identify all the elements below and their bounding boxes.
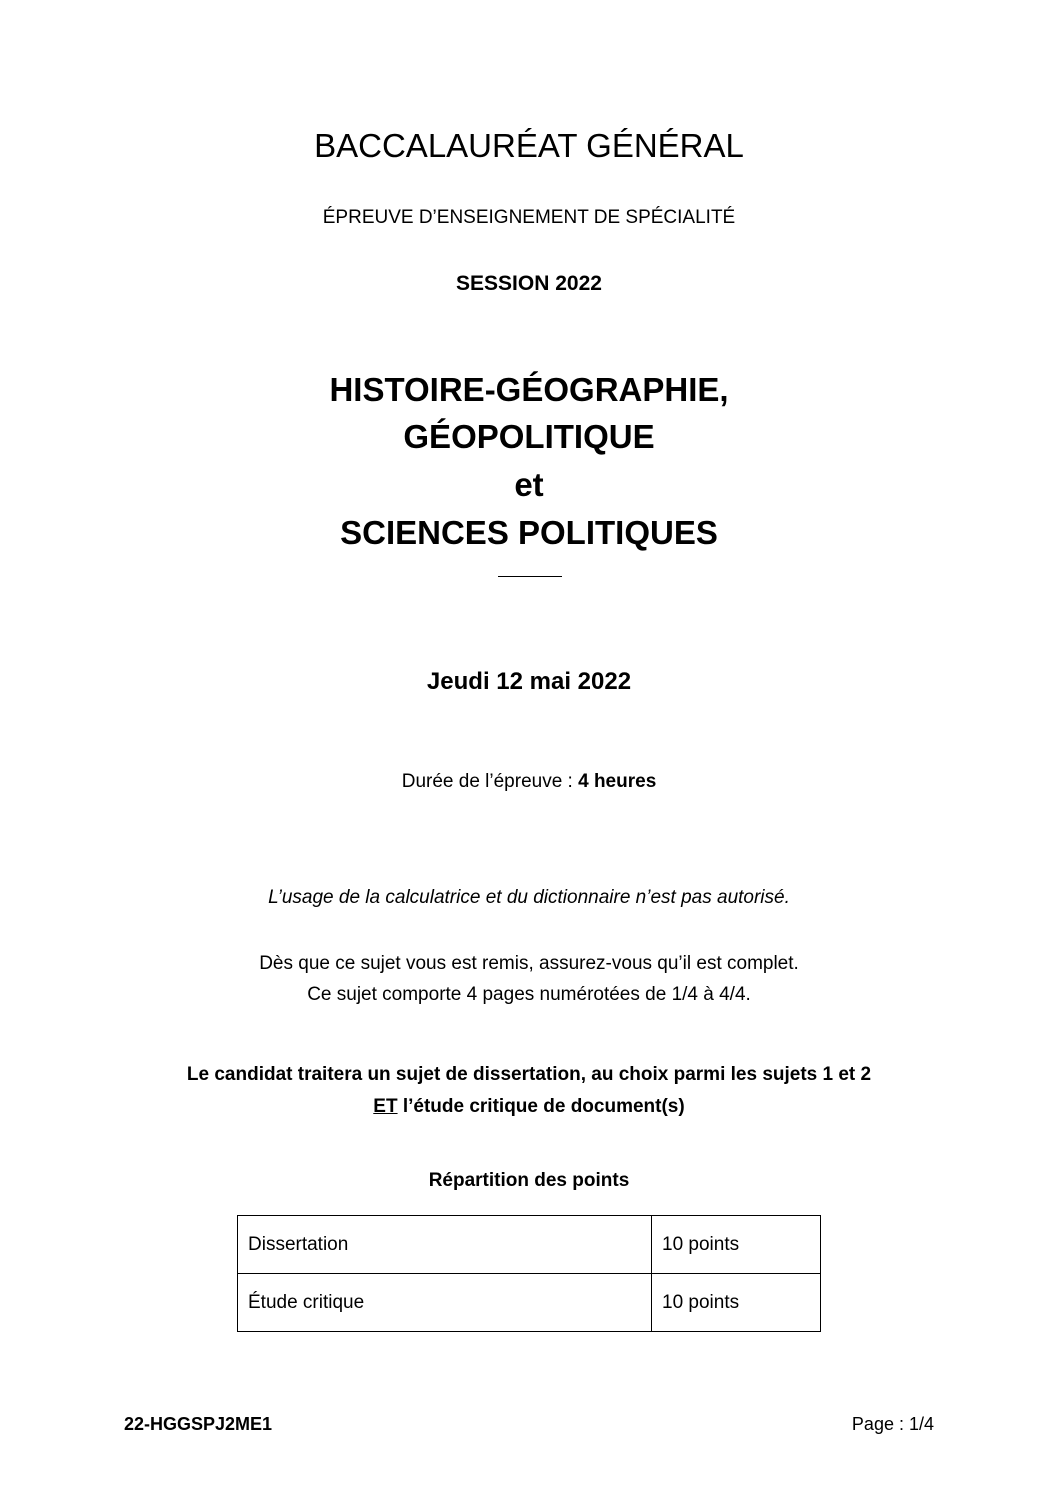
- table-row: [238, 1216, 821, 1274]
- subject-title-line-3: et: [514, 466, 544, 503]
- table-cell-label: Dissertation: [238, 1216, 652, 1274]
- points-table: [237, 1215, 821, 1332]
- table-cell-points: 10 points: [652, 1216, 821, 1274]
- duration-label: Durée de l’épreuve :: [401, 771, 579, 792]
- subject-title-line-1: HISTOIRE-GÉOGRAPHIE,: [329, 371, 729, 408]
- completeness-notice: Dès que ce sujet vous est remis, assurez-vous qu’il est complet.: [259, 953, 799, 974]
- title-divider: [498, 576, 562, 577]
- subject-code: 22-HGGSPJ2ME1: [124, 1414, 273, 1434]
- duration-value: 4 heures: [578, 771, 657, 792]
- page-count-notice: Ce sujet comporte 4 pages numérotées de 1/4 à 4/4.: [307, 984, 751, 1005]
- candidate-task: Le candidat traitera un sujet de dissertation, au choix parmi les sujets 1 et 2: [186, 1064, 872, 1085]
- epreuve-subheading: ÉPREUVE D’ENSEIGNEMENT DE SPÉCIALITÉ: [322, 207, 736, 228]
- exam-type-heading: BACCALAURÉAT GÉNÉRAL: [314, 127, 744, 164]
- subject-title-line-2: GÉOPOLITIQUE: [403, 418, 655, 455]
- table-cell-label: Étude critique: [238, 1274, 652, 1332]
- and-word: ET: [373, 1096, 398, 1117]
- critical-study-text: l’étude critique de document(s): [397, 1096, 685, 1117]
- exam-duration: [0, 770, 1058, 794]
- table-cell-points: 10 points: [652, 1274, 821, 1332]
- page-number: Page : 1/4: [851, 1414, 934, 1434]
- session-label: SESSION 2022: [456, 272, 602, 295]
- subject-title-line-4: SCIENCES POLITIQUES: [340, 514, 718, 551]
- calculator-notice: L’usage de la calculatrice et du dictionnaire n’est pas autorisé.: [268, 887, 790, 908]
- critical-study-task: [0, 1095, 1058, 1119]
- points-table-title: Répartition des points: [428, 1170, 630, 1191]
- table-row: [238, 1274, 821, 1332]
- exam-date: Jeudi 12 mai 2022: [426, 668, 632, 695]
